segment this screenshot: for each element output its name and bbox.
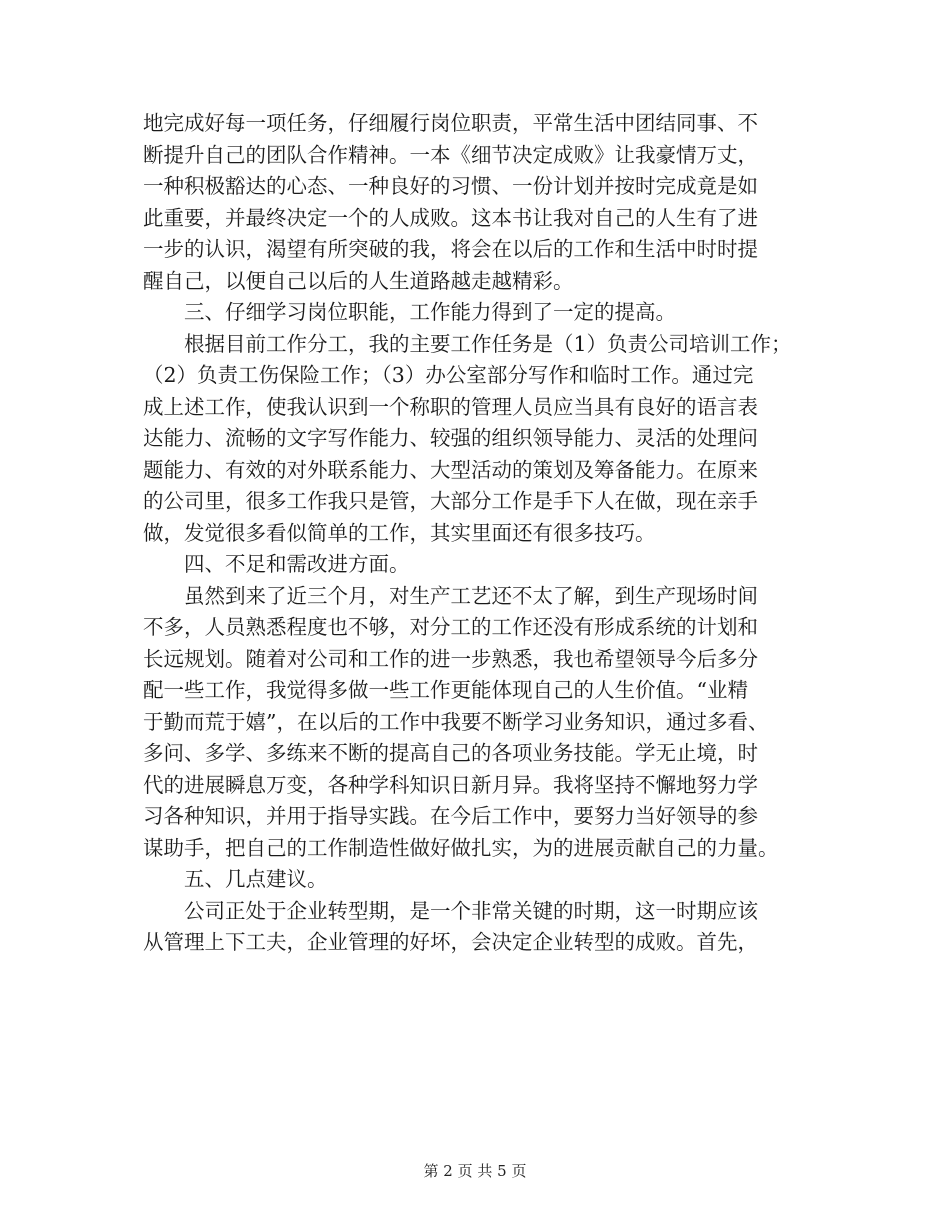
text-line: 根据目前工作分工，我的主要工作任务是（1）负责公司培训工作； bbox=[184, 331, 792, 356]
text-line: 一种积极豁达的心态、一种良好的习惯、一份计划并按时完成竟是如 bbox=[143, 174, 758, 198]
text-line: 醒自己，以便自己以后的人生道路越走越精彩。 bbox=[143, 268, 574, 293]
text-line: 题能力、有效的对外联系能力、大型活动的策划及筹备能力。在原来 bbox=[143, 457, 758, 482]
text-line: 地完成好每一项任务，仔细履行岗位职责，平常生活中团结同事、不 bbox=[143, 111, 758, 135]
text-line: 于勤而荒于嬉”，在以后的工作中我要不断学习业务知识，通过多看、 bbox=[143, 709, 769, 734]
text-line: 做，发觉很多看似简单的工作，其实里面还有很多技巧。 bbox=[143, 520, 656, 545]
text-line: 不多，人员熟悉程度也不够，对分工的工作还没有形成系统的计划和 bbox=[143, 615, 758, 639]
text-line: 三、仔细学习岗位职能，工作能力得到了一定的提高。 bbox=[184, 300, 676, 324]
text-line: 此重要，并最终决定一个的人成败。这本书让我对自己的人生有了进 bbox=[143, 205, 758, 230]
text-line: 长远规划。随着对公司和工作的进一步熟悉，我也希望领导今后多分 bbox=[143, 646, 758, 671]
body-text bbox=[143, 108, 813, 959]
text-line: 达能力、流畅的文字写作能力、较强的组织领导能力、灵活的处理问 bbox=[143, 426, 758, 450]
text-line: 代的进展瞬息万变，各种学科知识日新月异。我将坚持不懈地努力学 bbox=[143, 772, 758, 797]
text-line: 虽然到来了近三个月，对生产工艺还不太了解，到生产现场时间 bbox=[184, 583, 758, 608]
text-line: 公司正处于企业转型期，是一个非常关键的时期，这一时期应该 bbox=[184, 898, 758, 923]
text-line: 断提升自己的团队合作精神。一本《细节决定成败》让我豪情万丈， bbox=[143, 142, 758, 167]
text-line: 从管理上下工夫，企业管理的好坏，会决定企业转型的成败。首先， bbox=[143, 930, 758, 954]
text-line: 配一些工作，我觉得多做一些工作更能体现自己的人生价值。“业精 bbox=[143, 678, 748, 702]
text-line: 一步的认识，渴望有所突破的我，将会在以后的工作和生活中时时提 bbox=[143, 237, 758, 261]
page-footer: 第 2 页 共 5 页 bbox=[423, 1162, 527, 1180]
text-line: 成上述工作，使我认识到一个称职的管理人员应当具有良好的语言表 bbox=[143, 394, 758, 419]
text-line: 五、几点建议。 bbox=[184, 867, 328, 891]
text-line: 四、不足和需改进方面。 bbox=[184, 552, 410, 576]
text-line: 多问、多学、多练来不断的提高自己的各项业务技能。学无止境，时 bbox=[143, 741, 758, 765]
text-line: （2）负责工伤保险工作；（3）办公室部分写作和临时工作。通过完 bbox=[143, 363, 754, 387]
text-line: 的公司里，很多工作我只是管，大部分工作是手下人在做，现在亲手 bbox=[143, 489, 758, 513]
text-line: 习各种知识，并用于指导实践。在今后工作中，要努力当好领导的参 bbox=[143, 804, 758, 828]
text-line: 谋助手，把自己的工作制造性做好做扎实，为的进展贡献自己的力量。 bbox=[143, 835, 779, 860]
